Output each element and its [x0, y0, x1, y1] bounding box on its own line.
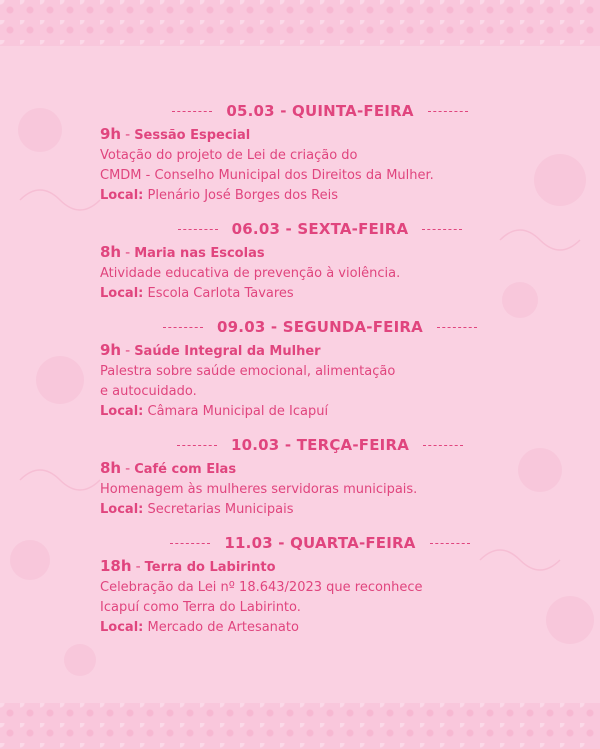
location-label: Local: [100, 502, 144, 517]
event-location [100, 402, 540, 422]
location-label: Local: [100, 620, 144, 635]
schedule-day [100, 100, 540, 206]
dashed-line [428, 111, 468, 112]
dashed-line [430, 543, 470, 544]
event-title [100, 124, 540, 146]
day-header [100, 316, 540, 338]
dashed-line [423, 445, 463, 446]
schedule-day [100, 316, 540, 422]
schedule-day [100, 434, 540, 520]
event-description: Atividade educativa de prevenção à violência. [100, 266, 401, 281]
day-header [100, 532, 540, 554]
location-value: Secretarias Municipais [147, 502, 294, 517]
event-title [100, 556, 540, 578]
event-location [100, 500, 540, 520]
dashed-line [437, 327, 477, 328]
schedule-list [100, 100, 540, 650]
location-value: Plenário José Borges dos Reis [147, 188, 338, 203]
event-location [100, 186, 540, 206]
event-name: Terra do Labirinto [144, 560, 276, 575]
event-time: 9h [100, 125, 122, 143]
event-title [100, 242, 540, 264]
event-title [100, 340, 540, 362]
event-name: Saúde Integral da Mulher [134, 344, 321, 359]
event-location [100, 284, 540, 304]
event-name: Sessão Especial [134, 128, 251, 143]
schedule-day [100, 218, 540, 304]
day-date: 09.03 - SEGUNDA-FEIRA [217, 318, 423, 336]
event-description: Votação do projeto de Lei de criação do CMDM - Conselho Municipal dos Direitos da Mulher. [100, 148, 434, 183]
dashed-line [163, 327, 203, 328]
event-description: Homenagem às mulheres servidoras municipais. [100, 482, 418, 497]
event-description: Celebração da Lei nº 18.643/2023 que reconhece Icapuí como Terra do Labirinto. [100, 580, 423, 615]
event-separator: - [125, 245, 131, 261]
event-separator: - [125, 461, 131, 477]
dashed-line [172, 111, 212, 112]
day-date: 06.03 - SEXTA-FEIRA [231, 220, 409, 238]
day-header [100, 100, 540, 122]
dashed-line [178, 229, 218, 230]
day-header [100, 434, 540, 456]
event-location [100, 618, 540, 638]
day-date: 10.03 - TERÇA-FEIRA [230, 436, 410, 454]
dashed-line [177, 445, 217, 446]
schedule-day [100, 532, 540, 638]
location-value: Câmara Municipal de Icapuí [147, 404, 329, 419]
location-label: Local: [100, 188, 144, 203]
location-value: Escola Carlota Tavares [147, 286, 294, 301]
event-separator: - [125, 343, 131, 359]
location-value: Mercado de Artesanato [147, 620, 299, 635]
decorative-top-border [0, 0, 600, 46]
decorative-bottom-border [0, 703, 600, 749]
dashed-line [422, 229, 462, 230]
event-description: Palestra sobre saúde emocional, alimentação e autocuidado. [100, 364, 396, 399]
event-title [100, 458, 540, 480]
event-time: 8h [100, 459, 122, 477]
location-label: Local: [100, 286, 144, 301]
day-date: 05.03 - QUINTA-FEIRA [226, 102, 414, 120]
event-name: Café com Elas [134, 462, 237, 477]
event-time: 18h [100, 557, 132, 575]
event-separator: - [135, 559, 141, 575]
event-name: Maria nas Escolas [134, 246, 265, 261]
location-label: Local: [100, 404, 144, 419]
day-header [100, 218, 540, 240]
event-separator: - [125, 127, 131, 143]
event-time: 8h [100, 243, 122, 261]
dashed-line [170, 543, 210, 544]
event-time: 9h [100, 341, 122, 359]
day-date: 11.03 - QUARTA-FEIRA [224, 534, 416, 552]
